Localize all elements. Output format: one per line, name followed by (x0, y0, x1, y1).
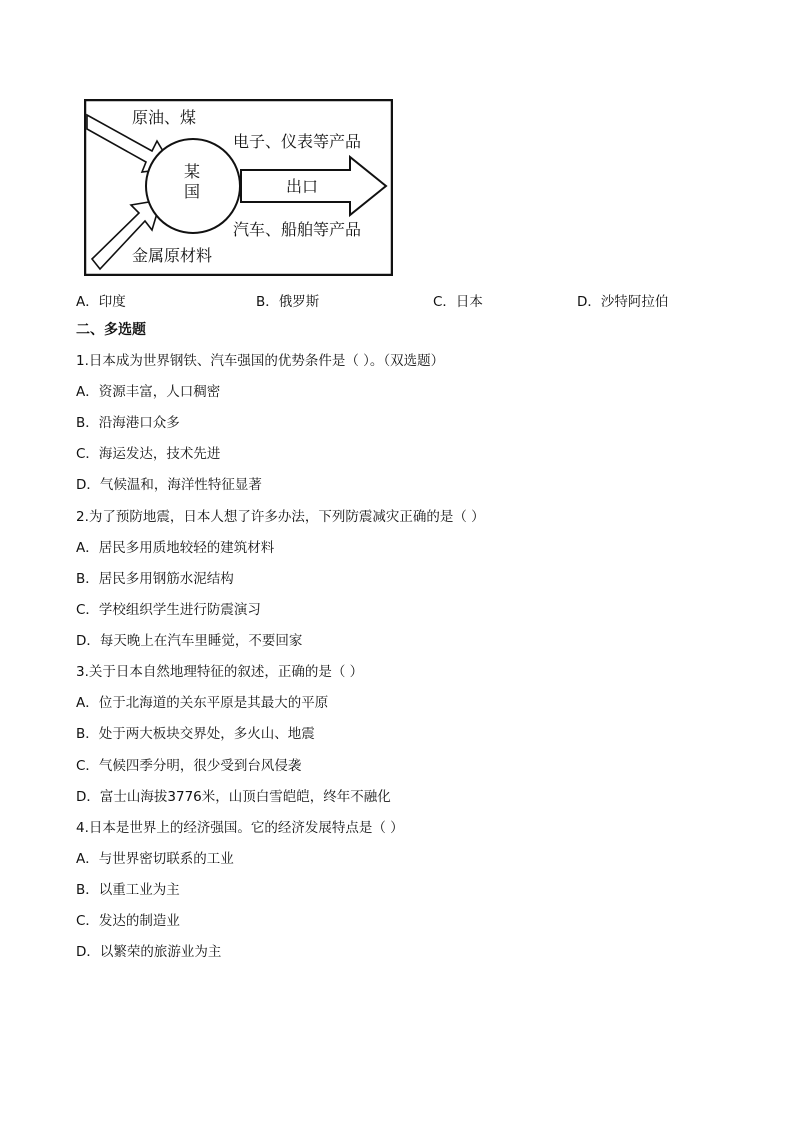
question-4-option-c: C．发达的制造业 (76, 913, 180, 929)
question-2-option-c: C．学校组织学生进行防震演习 (76, 602, 261, 618)
trade-flow-diagram (84, 99, 393, 276)
section-heading: 二、多选题 (76, 322, 146, 338)
question-1-option-c: C．海运发达，技术先进 (76, 446, 221, 462)
question-2-option-d: D．每天晚上在汽车里睡觉，不要回家 (76, 633, 303, 649)
label-cars: 汽车、船舶等产品 (233, 220, 362, 239)
label-export: 出口 (286, 177, 319, 196)
prev-option-d: D．沙特阿拉伯 (577, 294, 669, 310)
question-4-option-a: A．与世界密切联系的工业 (76, 851, 234, 867)
question-3-option-a: A．位于北海道的关东平原是其最大的平原 (76, 695, 329, 711)
question-2-option-b: B．居民多用钢筋水泥结构 (76, 571, 234, 587)
label-electronics: 电子、仪表等产品 (233, 132, 362, 151)
question-4-stem: 4.日本是世界上的经济强国。它的经济发展特点是（ ） (76, 820, 404, 836)
previous-question-options (0, 290, 794, 310)
prev-option-c: C．日本 (433, 294, 483, 310)
label-country-line2: 国 (184, 182, 201, 201)
question-1-option-a: A．资源丰富，人口稠密 (76, 384, 221, 400)
question-3-stem: 3.关于日本自然地理特征的叙述，正确的是（ ） (76, 664, 364, 680)
question-1-option-d: D．气候温和，海洋性特征显著 (76, 477, 262, 493)
label-country-line1: 某 (184, 162, 201, 181)
question-2-option-a: A．居民多用质地较轻的建筑材料 (76, 540, 275, 556)
question-4-option-b: B．以重工业为主 (76, 882, 180, 898)
question-1-option-b: B．沿海港口众多 (76, 415, 180, 431)
label-metal: 金属原材料 (132, 246, 213, 265)
question-1-stem: 1.日本成为世界钢铁、汽车强国的优势条件是（ ）。（双选题） (76, 353, 445, 369)
question-2-stem: 2.为了预防地震，日本人想了许多办法，下列防震减灾正确的是（ ） (76, 509, 485, 525)
prev-option-b: B．俄罗斯 (256, 294, 320, 310)
question-3-option-d: D．富士山海拔3776米，山顶白雪皑皑，终年不融化 (76, 789, 391, 805)
question-4-option-d: D．以繁荣的旅游业为主 (76, 944, 222, 960)
question-3-option-b: B．处于两大板块交界处，多火山、地震 (76, 726, 315, 742)
prev-option-a: A．印度 (76, 294, 126, 310)
question-3-option-c: C．气候四季分明，很少受到台风侵袭 (76, 758, 302, 774)
label-oil-coal: 原油、煤 (132, 108, 197, 127)
